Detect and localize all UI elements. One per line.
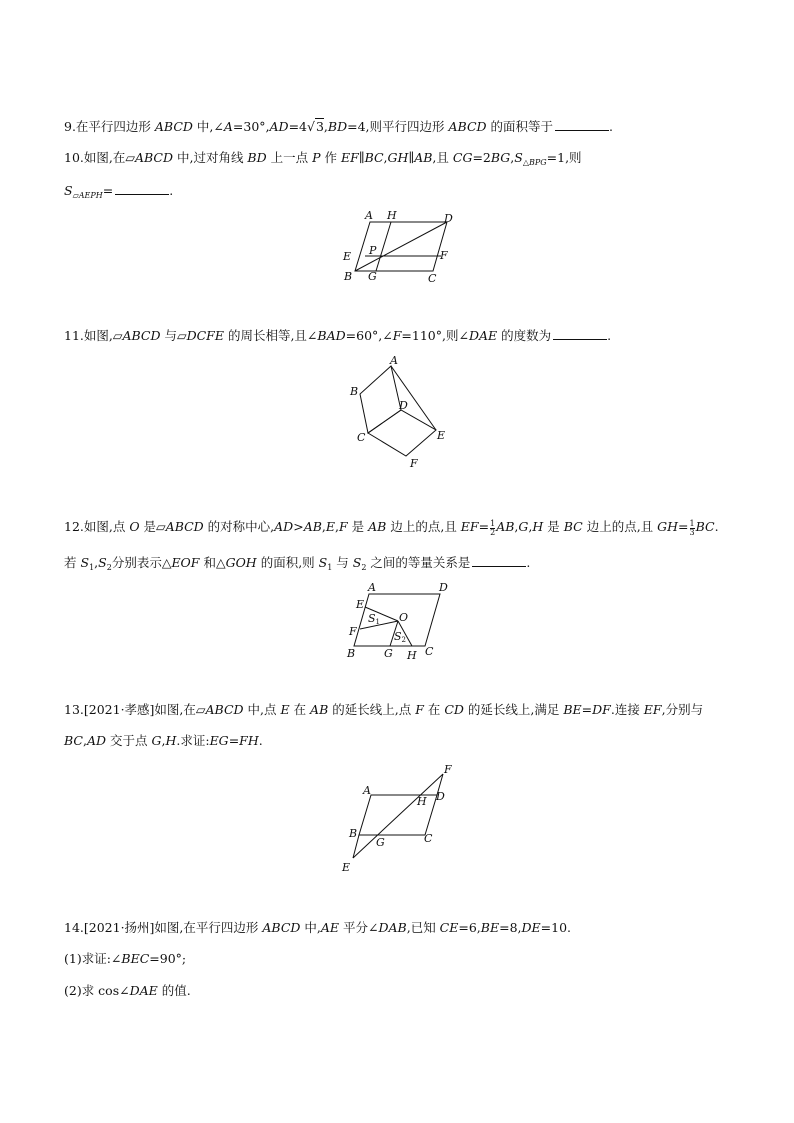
figure-problem-12 xyxy=(343,578,455,662)
p13-var: AD xyxy=(86,733,107,748)
p12-text: , xyxy=(528,519,533,534)
answer-blank[interactable] xyxy=(553,328,607,340)
p12-var: S xyxy=(80,555,90,570)
p12-subscript: 2 xyxy=(106,563,112,572)
p12-var: AD xyxy=(274,519,294,534)
line-gh xyxy=(376,222,391,271)
p12-var: S xyxy=(318,555,328,570)
label-b: B xyxy=(349,827,358,840)
figure-problem-11 xyxy=(340,355,460,473)
p10-var: P xyxy=(312,150,321,165)
p13-text: 在 xyxy=(289,702,311,717)
p10-var: S xyxy=(64,183,73,198)
p10-var: BG xyxy=(490,150,511,165)
p13-var: F xyxy=(415,702,424,717)
p9-text: 的面积等于 xyxy=(486,119,554,134)
label-f: F xyxy=(440,249,448,262)
p9-text: , xyxy=(323,119,328,134)
answer-blank[interactable] xyxy=(555,119,609,131)
parallelogram-abcd xyxy=(360,366,401,433)
label-d: D xyxy=(399,399,408,412)
p12-var: S xyxy=(98,555,107,570)
label-e: E xyxy=(343,250,352,263)
label-a: A xyxy=(365,209,373,222)
p10-text: = xyxy=(102,183,114,198)
p13-text: , xyxy=(161,733,166,748)
p13-text: ,分别与 xyxy=(661,702,704,717)
problem-13-line-1 xyxy=(64,702,703,718)
p13-var: H xyxy=(165,733,177,748)
p10-text: =1,则 xyxy=(546,150,582,165)
sqrt-sign: √ xyxy=(307,119,315,134)
p12-text: 若 xyxy=(64,555,81,570)
p12-text: 和△ xyxy=(199,555,226,570)
p10-var: S xyxy=(514,150,523,165)
p10-text: , xyxy=(383,150,388,165)
p10-text: . xyxy=(169,183,174,198)
p12-var: EF xyxy=(460,519,479,534)
p11-text: 的周长相等,且∠ xyxy=(223,328,318,343)
p10-text: 中,过对角线 xyxy=(173,150,248,165)
p13-var: CD xyxy=(444,702,464,717)
p13-text: 交于点 xyxy=(106,733,152,748)
p11-var: DCFE xyxy=(186,328,224,343)
label-s2-letter: S xyxy=(394,630,402,643)
problem-10-line-1 xyxy=(64,150,582,171)
answer-blank[interactable] xyxy=(472,555,526,567)
fraction-one-half xyxy=(490,520,495,537)
p14-text: 中, xyxy=(300,920,321,935)
p10-text: 上一点 xyxy=(266,150,313,165)
label-s1-letter: S xyxy=(368,612,376,625)
p13-text: 的延长线上,点 xyxy=(328,702,416,717)
denominator: 3 xyxy=(689,528,695,537)
p9-radicand: 3 xyxy=(315,119,324,134)
p14-var: DAE xyxy=(129,983,158,998)
p14-text: ,已知 xyxy=(406,920,440,935)
label-d: D xyxy=(444,212,453,225)
p10-subscript: △BPG xyxy=(522,158,547,167)
p12-text: , xyxy=(94,555,99,570)
p9-var: ABCD xyxy=(154,119,193,134)
p13-var: AB xyxy=(310,702,329,717)
p10-var: GH xyxy=(387,150,409,165)
p9-text: =4 xyxy=(288,119,307,134)
problem-12-line-1 xyxy=(64,519,719,537)
p10-text: 作 xyxy=(320,150,341,165)
p10-text: ∥ xyxy=(358,150,365,165)
p12-text: 是 xyxy=(543,519,564,534)
label-f: F xyxy=(410,457,418,470)
label-a: A xyxy=(390,354,398,367)
label-g: G xyxy=(384,647,393,660)
p12-text: = xyxy=(678,519,689,534)
numerator: 1 xyxy=(490,519,496,528)
segment-ae xyxy=(391,366,436,430)
p14-text: =10. xyxy=(540,920,572,935)
p13-text: 13.[2021·孝感]如图,在▱ xyxy=(64,702,206,717)
p13-text: = xyxy=(581,702,593,717)
p12-var: GH xyxy=(657,519,679,534)
p10-text: ,且 xyxy=(432,150,453,165)
p14-var: DE xyxy=(521,920,541,935)
label-f: F xyxy=(444,763,452,776)
p14-text: (1)求证:∠ xyxy=(64,951,122,966)
p12-text: 之间的等量关系是 xyxy=(366,555,471,570)
p13-text: 的延长线上,满足 xyxy=(463,702,564,717)
label-h: H xyxy=(407,649,417,662)
p12-var: G xyxy=(518,519,529,534)
p12-text: . xyxy=(526,555,531,570)
p14-text: 的值. xyxy=(157,983,191,998)
label-b: B xyxy=(350,385,359,398)
p12-var: AB xyxy=(368,519,387,534)
p9-var: BD xyxy=(327,119,348,134)
label-g: G xyxy=(368,270,377,283)
p13-var: FH xyxy=(239,733,259,748)
p10-var: ABCD xyxy=(134,150,173,165)
label-c: C xyxy=(357,431,366,444)
p9-text: 9.在平行四边形 xyxy=(64,119,155,134)
p13-text: , xyxy=(82,733,87,748)
p12-text: , xyxy=(321,519,326,534)
p12-subscript: 1 xyxy=(327,563,333,572)
label-s1-sub: 1 xyxy=(375,618,381,626)
p12-text: > xyxy=(293,519,304,534)
problem-12-line-2 xyxy=(64,555,530,576)
p14-text: 平分∠ xyxy=(339,920,379,935)
p12-text: , xyxy=(335,519,340,534)
p12-text: 边上的点,且 xyxy=(582,519,658,534)
p12-text: 分别表示△ xyxy=(111,555,172,570)
p12-subscript: 2 xyxy=(361,563,367,572)
p13-var: EF xyxy=(643,702,662,717)
p9-text: =4,则平行四边形 xyxy=(347,119,449,134)
p13-var: EG xyxy=(209,733,229,748)
p11-text: =60°,∠ xyxy=(345,328,393,343)
label-f: F xyxy=(349,625,357,638)
problem-14-part-2 xyxy=(64,983,191,999)
figure-problem-13 xyxy=(335,760,465,878)
p13-var: DF xyxy=(592,702,611,717)
p14-var: CE xyxy=(439,920,459,935)
label-a: A xyxy=(368,581,376,594)
p10-var: EF xyxy=(340,150,359,165)
p12-text: 是 xyxy=(347,519,369,534)
answer-blank[interactable] xyxy=(115,183,169,195)
problem-9 xyxy=(64,119,613,135)
p10-var: CG xyxy=(452,150,473,165)
p13-text: 在 xyxy=(423,702,445,717)
label-b: B xyxy=(344,270,353,283)
p14-var: DAB xyxy=(378,920,407,935)
p11-text: 11.如图,▱ xyxy=(64,328,123,343)
p10-text: =2 xyxy=(472,150,491,165)
p11-text: 的度数为 xyxy=(497,328,552,343)
p10-text: 10.如图,在▱ xyxy=(64,150,135,165)
label-h: H xyxy=(417,795,427,808)
p13-text: . xyxy=(258,733,263,748)
p12-var: H xyxy=(532,519,544,534)
p10-var: AB xyxy=(414,150,433,165)
problem-14-part-1 xyxy=(64,951,186,967)
p12-var: AB xyxy=(496,519,515,534)
p10-text: , xyxy=(510,150,515,165)
problem-14-line-1 xyxy=(64,920,571,936)
p14-text: 14.[2021·扬州]如图,在平行四边形 xyxy=(64,920,263,935)
p12-var: O xyxy=(129,519,140,534)
label-c: C xyxy=(424,832,433,845)
figure-problem-10 xyxy=(335,208,465,284)
p9-var: A xyxy=(223,119,233,134)
p11-var: DAE xyxy=(468,328,498,343)
parallelogram-dcfe xyxy=(368,410,436,456)
p9-var: AD xyxy=(269,119,289,134)
p12-text: , xyxy=(514,519,519,534)
p12-var: F xyxy=(339,519,348,534)
p11-var: BAD xyxy=(317,328,346,343)
p9-text: . xyxy=(609,119,613,134)
p14-var: BEC xyxy=(121,951,150,966)
label-e: E xyxy=(342,861,351,874)
label-b: B xyxy=(347,647,356,660)
p14-text: =8, xyxy=(499,920,522,935)
label-c: C xyxy=(428,272,437,285)
p13-var: BC xyxy=(64,733,83,748)
label-a: A xyxy=(363,784,371,797)
problem-13-line-2 xyxy=(64,733,263,749)
p9-text: =30°, xyxy=(232,119,270,134)
label-e: E xyxy=(356,598,365,611)
p9-var: ABCD xyxy=(448,119,487,134)
label-g: G xyxy=(376,836,385,849)
p12-var: AB xyxy=(303,519,322,534)
fraction-one-third xyxy=(690,520,695,537)
p11-var: ABCD xyxy=(122,328,161,343)
p14-text: (2)求 cos∠ xyxy=(64,983,130,998)
p12-text: 是▱ xyxy=(139,519,166,534)
p10-text: ∥ xyxy=(408,150,415,165)
p14-var: AE xyxy=(320,920,340,935)
label-c: C xyxy=(425,645,434,658)
denominator: 2 xyxy=(490,528,496,537)
label-d: D xyxy=(439,581,448,594)
p13-text: 中,点 xyxy=(243,702,281,717)
p12-text: 的对称中心, xyxy=(203,519,275,534)
label-s1 xyxy=(368,612,380,626)
p10-subscript: ▱AEPH xyxy=(72,191,103,200)
p12-var: GOH xyxy=(225,555,257,570)
p11-var: F xyxy=(392,328,402,343)
p12-text: 的面积,则 xyxy=(256,555,319,570)
p13-var: E xyxy=(280,702,290,717)
p12-var: S xyxy=(352,555,362,570)
p12-var: ABCD xyxy=(165,519,204,534)
p12-var: BC xyxy=(563,519,583,534)
p11-text: =110°,则∠ xyxy=(401,328,469,343)
p11-text: 与▱ xyxy=(160,328,187,343)
p12-text: 12.如图,点 xyxy=(64,519,130,534)
p11-text: . xyxy=(607,328,612,343)
p12-text: = xyxy=(478,519,490,534)
label-h: H xyxy=(387,209,397,222)
label-e: E xyxy=(437,429,446,442)
problem-10-line-2 xyxy=(64,183,173,204)
p12-subscript: 1 xyxy=(89,563,95,572)
p12-var: E xyxy=(325,519,336,534)
p12-text: . xyxy=(714,519,719,534)
p12-var: EOF xyxy=(171,555,200,570)
label-s2-sub: 2 xyxy=(401,636,407,644)
p12-text: 与 xyxy=(332,555,353,570)
p12-var: BC xyxy=(695,519,715,534)
p10-var: BD xyxy=(247,150,267,165)
p10-var: BC xyxy=(364,150,384,165)
label-p: P xyxy=(369,244,377,257)
p14-var: BE xyxy=(480,920,500,935)
p13-text: .连接 xyxy=(610,702,644,717)
p14-text: =6, xyxy=(458,920,481,935)
p13-var: BE xyxy=(563,702,582,717)
label-d: D xyxy=(436,790,445,803)
numerator: 1 xyxy=(689,519,695,528)
p13-text: .求证: xyxy=(176,733,210,748)
p13-text: = xyxy=(228,733,240,748)
p13-var: G xyxy=(151,733,162,748)
p12-text: 边上的点,且 xyxy=(386,519,461,534)
p14-text: =90°; xyxy=(149,951,187,966)
p13-var: ABCD xyxy=(205,702,244,717)
label-o: O xyxy=(399,611,409,624)
p9-text: 中,∠ xyxy=(192,119,224,134)
problem-11 xyxy=(64,328,611,344)
p14-var: ABCD xyxy=(262,920,301,935)
